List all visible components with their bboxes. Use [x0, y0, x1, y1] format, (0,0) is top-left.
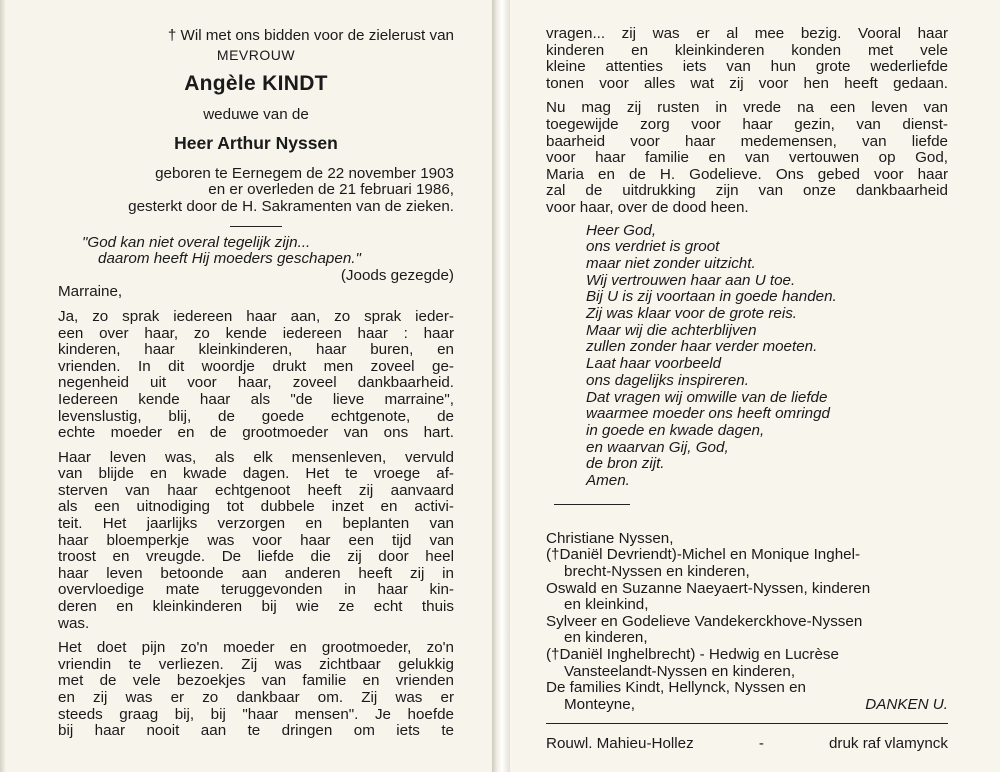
prayer-line: Dat vragen wij omwille van de liefde: [586, 388, 828, 406]
prayer-line: Heer God,: [586, 221, 657, 239]
text-line: bij haar nooit aan te dringen om iets te: [58, 722, 454, 740]
paragraph: [58, 450, 454, 633]
text-line: voor haar, over de dood heen.: [546, 198, 749, 216]
paragraph: [58, 640, 454, 740]
quote-source: (Joods gezegde): [340, 266, 454, 284]
text-line: voor haar familie en van vertouwen op God,: [546, 149, 948, 167]
family-line: Christiane Nyssen,: [546, 529, 674, 547]
text-line: van blijde en kwade dagen. Het te vroege af-: [58, 465, 454, 483]
salutation: Marraine,: [58, 283, 123, 301]
widow-label: weduwe van de: [203, 106, 309, 124]
paragraph: [546, 26, 948, 92]
prayer-line: zullen zonder haar verder moeten.: [586, 338, 818, 356]
prayer-line: Amen.: [586, 472, 630, 490]
prayer-line: ons dagelijks inspireren.: [586, 371, 749, 389]
spouse-name: Heer Arthur Nyssen: [174, 132, 338, 153]
text-line: toegewijde zorg voor haar gezin, van dienst-: [546, 115, 948, 133]
left-page: [0, 0, 492, 772]
prayer-line: Maar wij die achterblijven: [586, 321, 757, 339]
family-line: Sylveer en Godelieve Vandekerckhove-Nyssen: [546, 612, 863, 630]
text-line: als een uitnodiging tot dubbele inzet en activi-: [58, 498, 454, 516]
text-line: haar bloemperkje was voor haar een tijd van: [58, 531, 454, 549]
paragraph: [58, 309, 454, 442]
family-last-row: [546, 697, 948, 714]
text-line: met de vele bezoekjes van familie en vrienden: [58, 672, 454, 690]
thanks-text: DANKEN U.: [865, 695, 948, 713]
text-line: overvloedige mate teruggevonden in haar kin-: [58, 581, 454, 599]
text-line: en zij was er zo dankbaar om. Zij was er: [58, 689, 454, 706]
footer-dash: -: [758, 735, 764, 753]
family-line: (†Daniël Inghelbrecht) - Hedwig en Lucrèse: [546, 645, 839, 663]
prayer-line: Zij was klaar voor de grote reis.: [586, 305, 798, 323]
prayer-line: en waarvan Gij, God,: [586, 438, 729, 456]
paragraph: [546, 100, 948, 216]
quote-block: [58, 235, 454, 285]
text-line: baarheid voor haar medemensen, van liefde: [546, 132, 948, 150]
quote-line: daarom heeft Hij moeders geschapen.": [98, 250, 361, 268]
family-line: en kleinkind,: [564, 596, 649, 614]
prayer-line: Laat haar voorbeeld: [586, 355, 722, 373]
prayer-line: Wij vertrouwen haar aan U toe.: [586, 271, 796, 289]
text-line: Haar leven was, als elk mensenleven, vervuld: [58, 448, 454, 466]
intro-line: † Wil met ons bidden voor de zielerust van: [167, 27, 454, 44]
prayer-line: ons verdriet is groot: [586, 238, 720, 256]
family-line: en kinderen,: [564, 629, 648, 647]
text-line: Het doet pijn zo'n moeder en grootmoeder, zo'n: [58, 639, 454, 657]
text-line: echte moeder en de grootmoeder van ons hart.: [58, 424, 454, 442]
family-line: Oswald en Suzanne Naeyaert-Nyssen, kinderen: [546, 579, 871, 597]
text-line: kinderen en kleinkinderen konden met vele: [546, 41, 948, 59]
text-line: vrienden. In dit woordje drukt men zoveel ge-: [58, 357, 454, 375]
text-line: troost en vreugde. De liefde die zij door heel: [58, 548, 454, 566]
printer: druk raf vlamynck: [828, 735, 948, 753]
birth-line: geboren te Eernegem de 22 november 1903: [155, 164, 454, 182]
family-line: De families Kindt, Hellynck, Nyssen en: [546, 679, 806, 697]
text-line: vragen... zij was er al mee bezig. Vooral haar: [546, 25, 948, 42]
divider: [554, 504, 630, 505]
text-line: Iedereen kende haar als "de lieve marraine",: [58, 390, 454, 408]
text-line: haar leven betoonde aan anderen heeft zij in: [58, 564, 454, 582]
page-fold: [492, 0, 510, 772]
quote-line: "God kan niet overal tegelijk zijn...: [82, 233, 311, 251]
family-line: Monteyne,: [564, 695, 635, 713]
family-line: brecht-Nyssen en kinderen,: [564, 562, 750, 580]
text-line: zal de uitdrukking zijn van onze dankbaarheid: [546, 182, 948, 200]
text-line: Maria en de H. Godelieve. Ons gebed voor haar: [546, 165, 948, 183]
prayer-line: de bron zijt.: [586, 455, 665, 473]
text-line: Nu mag zij rusten in vrede na een leven van: [546, 99, 948, 117]
text-line: steeds graag bij, bij "haar mensen". Je hoefde: [58, 705, 454, 723]
prayer-block: [546, 223, 948, 490]
text-line: levenslustig, blij, de goede echtgenote, de: [58, 407, 454, 425]
text-line: Ja, zo sprak iedereen haar aan, zo sprak ieder-: [58, 307, 454, 325]
prayer-line: in goede en kwade dagen,: [586, 421, 765, 439]
prayer-line: maar niet zonder uitzicht.: [586, 254, 756, 272]
prayer-line: waarmee moeder ons heeft omringd: [586, 405, 830, 423]
family-list: [546, 531, 948, 714]
deceased-name: Angèle KINDT: [184, 72, 328, 96]
text-line: sterven van haar echtgenoot heeft zij aanvaard: [58, 481, 454, 499]
footer: [546, 736, 948, 753]
divider: [546, 723, 948, 724]
family-line: Vansteelandt-Nyssen en kinderen,: [564, 662, 796, 680]
text-line: vriendin te verliezen. Zij was zichtbaar gelukkig: [58, 655, 454, 673]
right-page: [510, 0, 1000, 772]
divider: [230, 226, 282, 227]
funeral-home: Rouwl. Mahieu-Hollez: [546, 735, 694, 753]
mevrouw-label: MEVROUW: [216, 46, 296, 63]
text-line: tonen voor alles wat zij voor hen heeft gedaan.: [546, 74, 948, 92]
page-edge: [0, 0, 6, 772]
text-line: kleine attenties iets van hun grote wederliefde: [546, 58, 948, 76]
text-line: was.: [58, 614, 90, 632]
text-line: teit. Het jaarlijks verzorgen en beplanten van: [58, 515, 454, 533]
text-line: kinderen, haar kleinkinderen, haar buren, en: [58, 341, 454, 359]
death-line: en er overleden de 21 februari 1986,: [208, 181, 454, 199]
text-line: deren en kleinkinderen bij wie ze echt thuis: [58, 598, 454, 616]
prayer-line: Bij U is zij voortaan in goede handen.: [586, 288, 837, 306]
sacrament-line: gesterkt door de H. Sakramenten van de zieken.: [128, 197, 454, 215]
text-line: een over haar, zo kende iedereen haar : haar: [58, 324, 454, 342]
birth-death-block: [58, 166, 454, 216]
text-line: negenheid uit voor haar, zoveel dankbaarheid.: [58, 374, 454, 392]
family-line: (†Daniël Devriendt)-Michel en Monique Inghel-: [546, 546, 861, 564]
